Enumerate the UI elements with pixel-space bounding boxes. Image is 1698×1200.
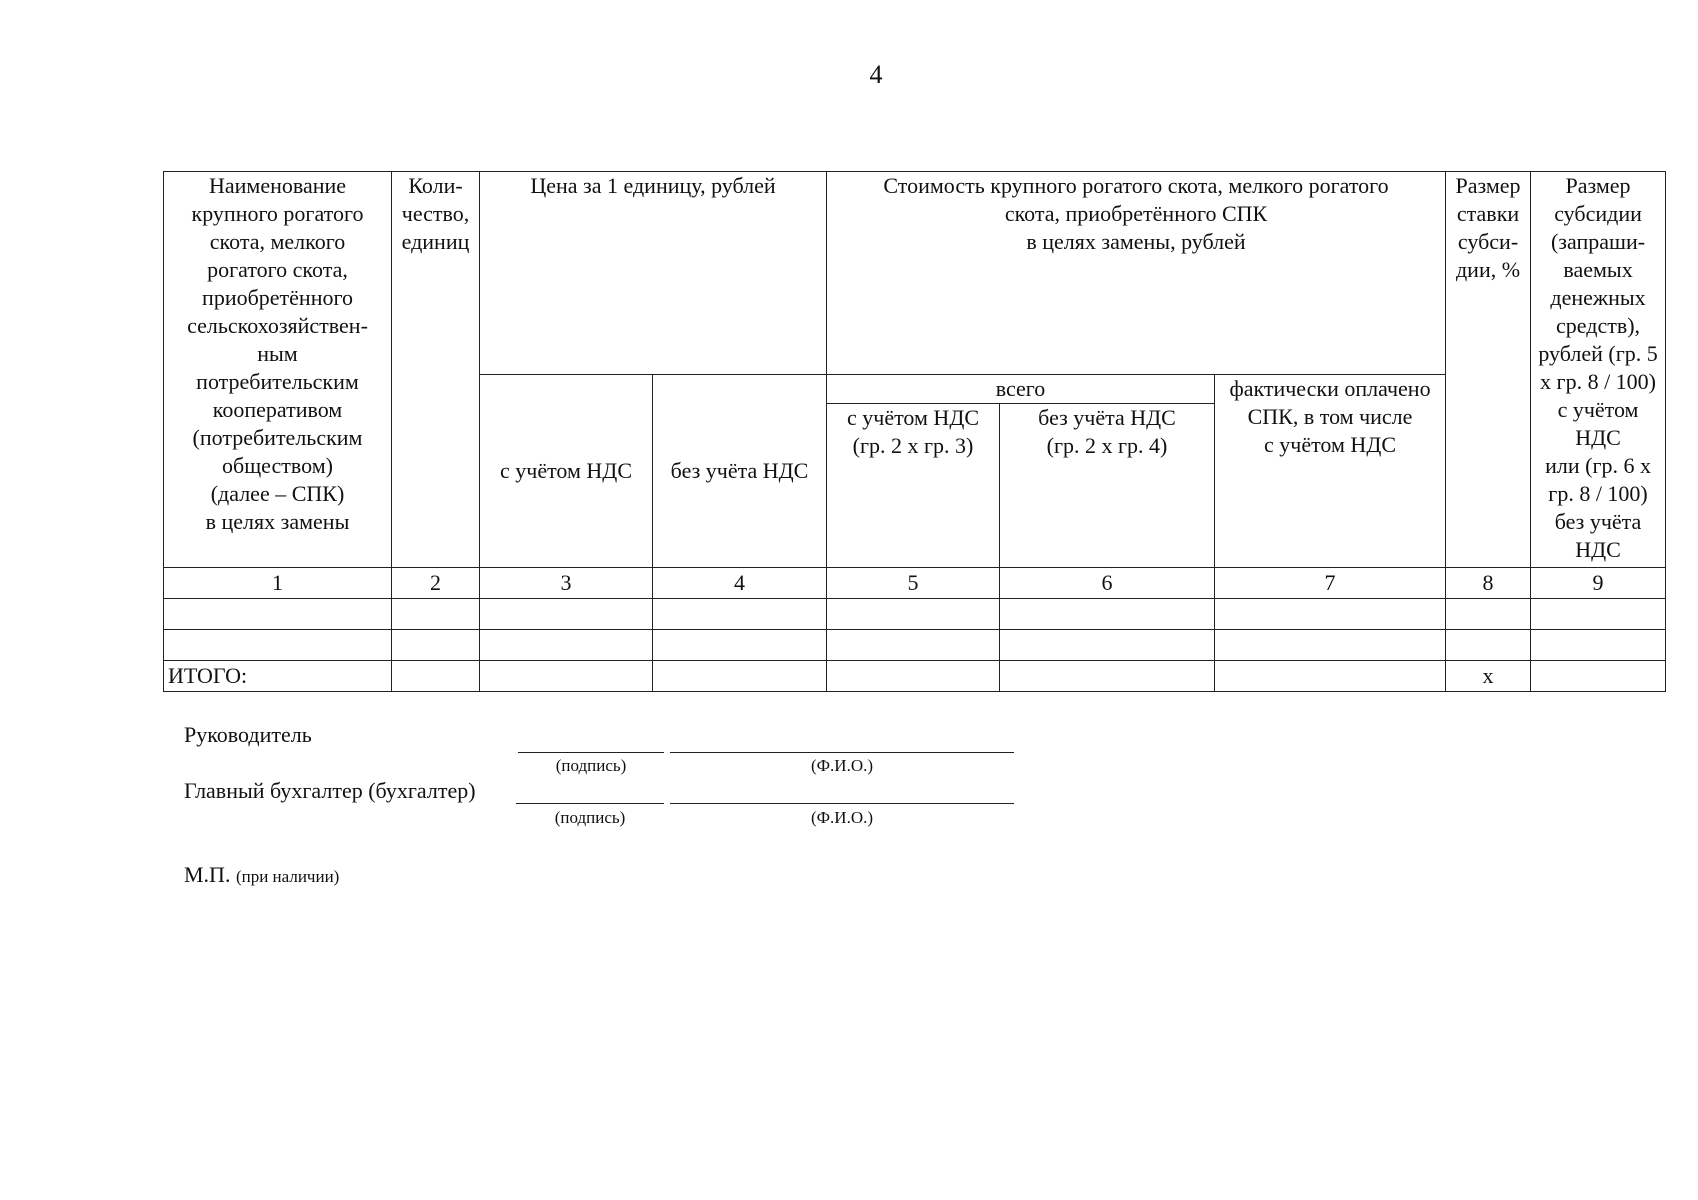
table-cell[interactable] bbox=[480, 661, 653, 692]
table-cell[interactable] bbox=[653, 661, 827, 692]
table-cell[interactable] bbox=[827, 661, 1000, 692]
column-number: 7 bbox=[1215, 568, 1446, 599]
stamp-place bbox=[184, 862, 339, 888]
table-cell[interactable] bbox=[653, 630, 827, 661]
column-number: 2 bbox=[392, 568, 480, 599]
table-cell[interactable] bbox=[1000, 661, 1215, 692]
table-cell[interactable] bbox=[1531, 661, 1666, 692]
table-cell[interactable] bbox=[392, 630, 480, 661]
stamp-label: М.П. bbox=[184, 862, 231, 887]
header-cost-without-vat: без учёта НДС (гр. 2 х гр. 4) bbox=[1000, 404, 1215, 568]
accountant-name-hint: (Ф.И.О.) bbox=[810, 808, 874, 827]
column-numbers-row bbox=[164, 568, 1666, 599]
total-rate-mark: x bbox=[1446, 661, 1531, 692]
header-price-without-vat: без учёта НДС bbox=[653, 375, 827, 568]
header-price-with-vat: с учётом НДС bbox=[480, 375, 653, 568]
column-number: 4 bbox=[653, 568, 827, 599]
header-total-group: всего bbox=[827, 375, 1215, 404]
header-name: Наименование крупного рогатого скота, мелкого рогатого скота, приобретённого сельскохозяйствен- ным потребительским кооперативом (потребительским обществом) (далее – СПК) в целях замены bbox=[164, 172, 392, 568]
header-cost-with-vat: с учётом НДС (гр. 2 х гр. 3) bbox=[827, 404, 1000, 568]
table-cell[interactable] bbox=[1000, 630, 1215, 661]
header-paid: фактически оплачено СПК, в том числе с учётом НДС bbox=[1215, 375, 1446, 568]
head-signature-hint: (подпись) bbox=[555, 756, 627, 775]
column-number: 6 bbox=[1000, 568, 1215, 599]
table-row bbox=[164, 599, 1666, 630]
column-number: 8 bbox=[1446, 568, 1531, 599]
column-number: 1 bbox=[164, 568, 392, 599]
header-cost-group: Стоимость крупного рогатого скота, мелкого рогатого скота, приобретённого СПК в целях замены, рублей bbox=[827, 172, 1446, 375]
stamp-note: (при наличии) bbox=[235, 867, 340, 886]
table-cell[interactable] bbox=[1446, 599, 1531, 630]
accountant-label: Главный бухгалтер (бухгалтер) bbox=[184, 778, 476, 803]
header-quantity: Коли- чество, единиц bbox=[392, 172, 480, 568]
table-row bbox=[164, 630, 1666, 661]
accountant-signature-hint: (подпись) bbox=[554, 808, 626, 827]
header-price-group: Цена за 1 единицу, рублей bbox=[480, 172, 827, 375]
table-cell[interactable] bbox=[1531, 599, 1666, 630]
table-cell[interactable] bbox=[653, 599, 827, 630]
table-cell[interactable] bbox=[480, 599, 653, 630]
table-cell[interactable] bbox=[392, 661, 480, 692]
accountant-signature-line[interactable] bbox=[516, 803, 664, 804]
total-row bbox=[164, 661, 1666, 692]
accountant-name-line[interactable] bbox=[670, 803, 1014, 804]
table-cell[interactable] bbox=[164, 630, 392, 661]
column-number: 9 bbox=[1531, 568, 1666, 599]
table-cell[interactable] bbox=[827, 630, 1000, 661]
table-cell[interactable] bbox=[1531, 630, 1666, 661]
header-rate: Размер ставки субси- дии, % bbox=[1446, 172, 1531, 568]
table-cell[interactable] bbox=[1446, 630, 1531, 661]
column-number: 3 bbox=[480, 568, 653, 599]
table-cell[interactable] bbox=[1215, 630, 1446, 661]
table-cell[interactable] bbox=[480, 630, 653, 661]
head-name-hint: (Ф.И.О.) bbox=[810, 756, 874, 775]
page-number: 4 bbox=[869, 60, 883, 89]
table-cell[interactable] bbox=[164, 599, 392, 630]
header-subsidy: Размер субсидии (запраши- ваемых денежных средств), рублей (гр. 5 х гр. 8 / 100) с учётом НДС или (гр. 6 х гр. 8 / 100) без учёта НДС bbox=[1531, 172, 1666, 568]
table-cell[interactable] bbox=[827, 599, 1000, 630]
table-cell[interactable] bbox=[1000, 599, 1215, 630]
column-number: 5 bbox=[827, 568, 1000, 599]
total-label: ИТОГО: bbox=[164, 661, 392, 692]
head-signature-line[interactable] bbox=[518, 752, 664, 753]
subsidy-form-table bbox=[163, 171, 1666, 692]
table-cell[interactable] bbox=[392, 599, 480, 630]
head-name-line[interactable] bbox=[670, 752, 1014, 753]
table-cell[interactable] bbox=[1215, 599, 1446, 630]
head-label: Руководитель bbox=[184, 722, 312, 747]
table-cell[interactable] bbox=[1215, 661, 1446, 692]
